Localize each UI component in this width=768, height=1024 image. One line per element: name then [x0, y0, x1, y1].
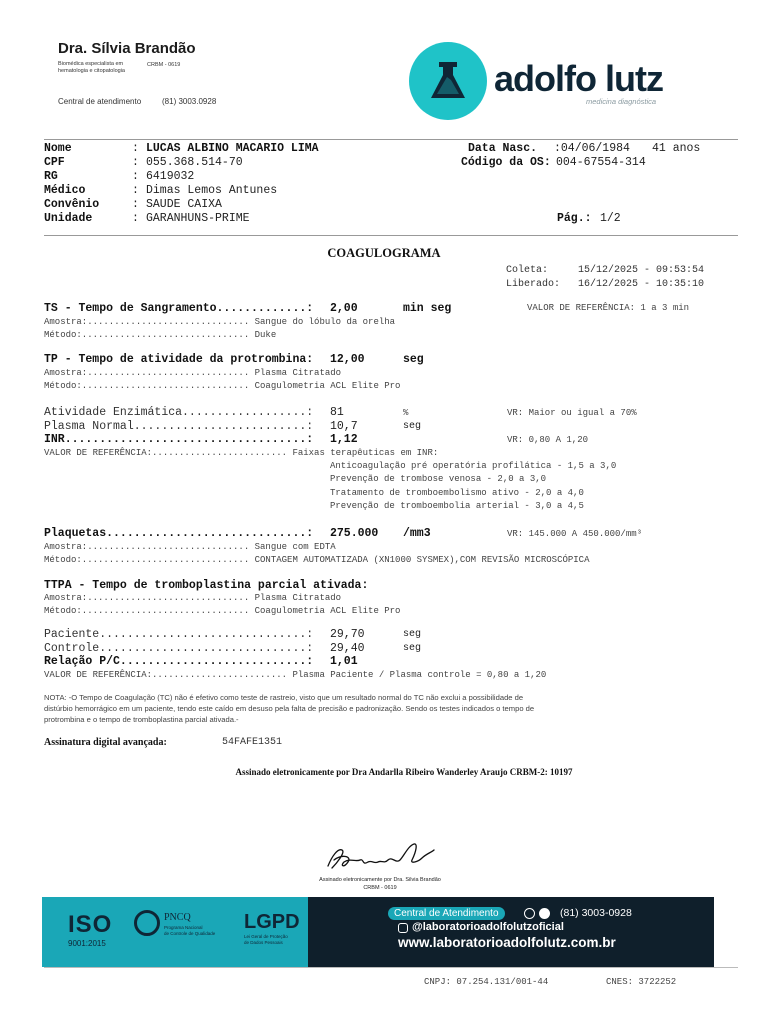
plaq-unit: /mm3: [403, 527, 431, 540]
convenio-value: SAUDE CAIXA: [146, 198, 222, 211]
footer-contact: [308, 897, 714, 967]
ts-unit: min seg: [403, 302, 452, 315]
whatsapp-icon: [539, 908, 550, 919]
doctor-description: [58, 61, 125, 75]
cpf-value: 055.368.514-70: [146, 156, 243, 169]
unidade-label: Unidade: [44, 212, 93, 225]
signature-caption-line: CRBM - 0619: [363, 885, 397, 891]
plasma-label: Plasma Normal.........................:: [44, 420, 314, 433]
ttpa-reference: VALOR DE REFERÊNCIA:......................... Plasma Paciente / Plasma controle = 0,80 a 1,20: [44, 670, 547, 680]
controle-label: Controle..............................:: [44, 642, 314, 655]
relacao-value: 1,01: [330, 655, 358, 668]
doctor-name: Dra. Sílvia Brandão: [58, 40, 196, 57]
tp-amostra: Amostra:.............................. Plasma Citratado: [44, 368, 342, 378]
cnpj: CNPJ: 07.254.131/001-44: [424, 977, 549, 987]
liberado-label: Liberado:: [506, 279, 561, 290]
central-badge: Central de Atendimento: [388, 907, 505, 920]
footer-certifications: [42, 897, 308, 967]
tp-value: 12,00: [330, 353, 365, 366]
pncq-subtitle-line: de Controle de Qualidade: [164, 931, 216, 936]
plaq-amostra: Amostra:.............................. Sangue com EDTA: [44, 542, 336, 552]
unidade-value: GARANHUNS-PRIME: [146, 212, 250, 225]
exam-title: COAGULOGRAMA: [327, 246, 441, 260]
rg-value: 6419032: [146, 170, 195, 183]
footer-phone: (81) 3003-0928: [560, 907, 632, 919]
tp-ref-line: Prevenção de tromboembolia arterial - 3,0 a 4,5: [330, 501, 584, 511]
controle-unit: seg: [403, 643, 422, 654]
plaq-value: 275.000: [330, 527, 379, 540]
lgpd-logo: LGPD: [244, 911, 300, 933]
paciente-label: Paciente..............................:: [44, 628, 314, 641]
ativ-value: 81: [330, 406, 344, 419]
tp-unit: seg: [403, 353, 424, 366]
signature-code: 54FAFE1351: [222, 737, 283, 748]
logo-subtitle: medicina diagnóstica: [586, 97, 657, 106]
signature-caption: [0, 876, 760, 892]
footer-divider: [44, 967, 738, 968]
os-value: 004-67554-314: [556, 156, 646, 169]
paciente-unit: seg: [403, 629, 422, 640]
tp-ref-line: Tratamento de tromboembolismo ativo - 2,0 a 4,0: [330, 488, 584, 498]
phone-icon: [524, 908, 535, 919]
os-label: Código da OS:: [461, 156, 551, 169]
ativ-label: Atividade Enzimática..................:: [44, 406, 314, 419]
coleta-value: 15/12/2025 - 09:53:54: [578, 265, 705, 276]
logo-text: adolfo lutz: [494, 58, 663, 99]
instagram-icon: [398, 923, 408, 933]
plaq-metodo: Método:............................... CONTAGEM AUTOMATIZADA (XN1000 SYSMEX),COM REVISÃO MICROSCÓPICA: [44, 555, 590, 565]
sep: :: [132, 142, 139, 155]
pag-value: 1/2: [600, 212, 621, 225]
sep: :: [132, 198, 139, 211]
tp-title: TP - Tempo de atividade da protrombina:: [44, 353, 314, 366]
rg-label: RG: [44, 170, 58, 183]
central-label: Central de atendimento: [58, 97, 142, 106]
plaq-title: Plaquetas.............................:: [44, 527, 314, 540]
ts-title: TS - Tempo de Sangramento.............:: [44, 302, 314, 315]
lgpd-subtitle-line: Lei Geral de Proteção: [244, 934, 288, 939]
iso-number: 9001:2015: [68, 939, 106, 948]
lgpd-subtitle-line: de Dados Pessoais: [244, 940, 283, 945]
ativ-vr: VR: Maior ou igual a 70%: [507, 408, 637, 418]
note: [44, 692, 744, 725]
medico-value: Dimas Lemos Antunes: [146, 184, 278, 197]
inr-label: INR...................................:: [44, 433, 314, 446]
nasc-value: :04/06/1984: [554, 142, 630, 155]
nome-label: Nome: [44, 142, 72, 155]
inr-value: 1,12: [330, 433, 358, 446]
plaq-vr: VR: 145.000 A 450.000/mm³: [507, 529, 643, 539]
ttpa-amostra: Amostra:.............................. Plasma Citratado: [44, 593, 342, 603]
divider-patient: [44, 235, 738, 236]
note-line: NOTA: -O Tempo de Coagulação (TC) não é efetivo como teste de rastreio, visto que um resultado normal do TC não exclui a possibilidade de: [44, 693, 524, 702]
lgpd-subtitle: [244, 934, 288, 946]
plasma-unit: seg: [403, 421, 422, 432]
controle-value: 29,40: [330, 642, 365, 655]
logo-circle-icon: [409, 42, 487, 120]
sep: :: [132, 170, 139, 183]
inr-vr: VR: 0,80 A 1,20: [507, 435, 589, 445]
signature-icon: [322, 838, 442, 881]
liberado-value: 16/12/2025 - 10:35:10: [578, 279, 705, 290]
coleta-label: Coleta:: [506, 265, 549, 276]
ttpa-metodo: Método:............................... Coagulometria ACL Elite Pro: [44, 606, 401, 616]
relacao-label: Relação P/C...........................:: [44, 655, 314, 668]
sep: :: [132, 184, 139, 197]
doctor-crbm: CRBM - 0619: [147, 62, 181, 68]
tp-metodo: Método:............................... Coagulometria ACL Elite Pro: [44, 381, 401, 391]
ts-amostra: Amostra:.............................. Sangue do lóbulo da orelha: [44, 317, 396, 327]
idade-value: 41 anos: [652, 142, 701, 155]
electronic-signature: Assinado eletronicamente por Dra Andarlla Ribeiro Wanderley Araujo CRBM-2: 10197: [235, 767, 573, 777]
doctor-desc-line1: Biomédica especialista em: [58, 61, 124, 67]
nome-value: LUCAS ALBINO MACARIO LIMA: [146, 142, 319, 155]
iso-logo: ISO: [68, 911, 113, 938]
paciente-value: 29,70: [330, 628, 365, 641]
note-line: distúrbio hemorrágico em um paciente, tendo este caído em desuso pela falta de precisão e padronização. Sendo os testes indicados o tempo de: [44, 704, 535, 713]
doctor-desc-line2: hematologia e citopatologia: [58, 68, 125, 74]
ts-value: 2,00: [330, 302, 358, 315]
cnes: CNES: 3722252: [606, 977, 677, 987]
pag-label: Pág.:: [557, 212, 592, 225]
medico-label: Médico: [44, 184, 86, 197]
signature-label: Assinatura digital avançada:: [44, 737, 167, 748]
sep: :: [132, 212, 139, 225]
footer-instagram[interactable]: @laboratorioadolfolutzoficial: [412, 921, 564, 933]
tp-ref-line: Prevenção de trombose venosa - 2,0 a 3,0: [330, 474, 547, 484]
convenio-label: Convênio: [44, 198, 100, 211]
ts-reference: VALOR DE REFERÊNCIA: 1 a 3 min: [527, 303, 690, 313]
signature-caption-line: Assinado eletronicamente por Dra. Silvia Brandão: [319, 877, 441, 883]
cpf-label: CPF: [44, 156, 65, 169]
pncq-subtitle: [164, 925, 215, 937]
note-line: protrombina e o tempo de tromboplastina parcial ativada.-: [44, 715, 239, 724]
tp-ref-line: Anticoagulação pré operatória profilática - 1,5 a 3,0: [330, 461, 617, 471]
ttpa-title: TTPA - Tempo de tromboplastina parcial ativada:: [44, 579, 369, 592]
pncq-logo: PNCQ: [164, 912, 191, 923]
sep: :: [132, 156, 139, 169]
tp-ref-label: VALOR DE REFERÊNCIA:......................... Faixas terapêuticas em INR:: [44, 448, 439, 458]
pncq-subtitle-line: Programa Nacional: [164, 925, 203, 930]
ts-metodo: Método:............................... Duke: [44, 330, 277, 340]
pncq-icon: [134, 910, 160, 936]
plasma-value: 10,7: [330, 420, 358, 433]
ativ-unit: %: [403, 408, 409, 418]
footer-site[interactable]: www.laboratorioadolfolutz.com.br: [398, 935, 616, 950]
central-phone: (81) 3003.0928: [162, 97, 217, 106]
divider-top: [44, 139, 738, 140]
nasc-label: Data Nasc.: [468, 142, 538, 155]
